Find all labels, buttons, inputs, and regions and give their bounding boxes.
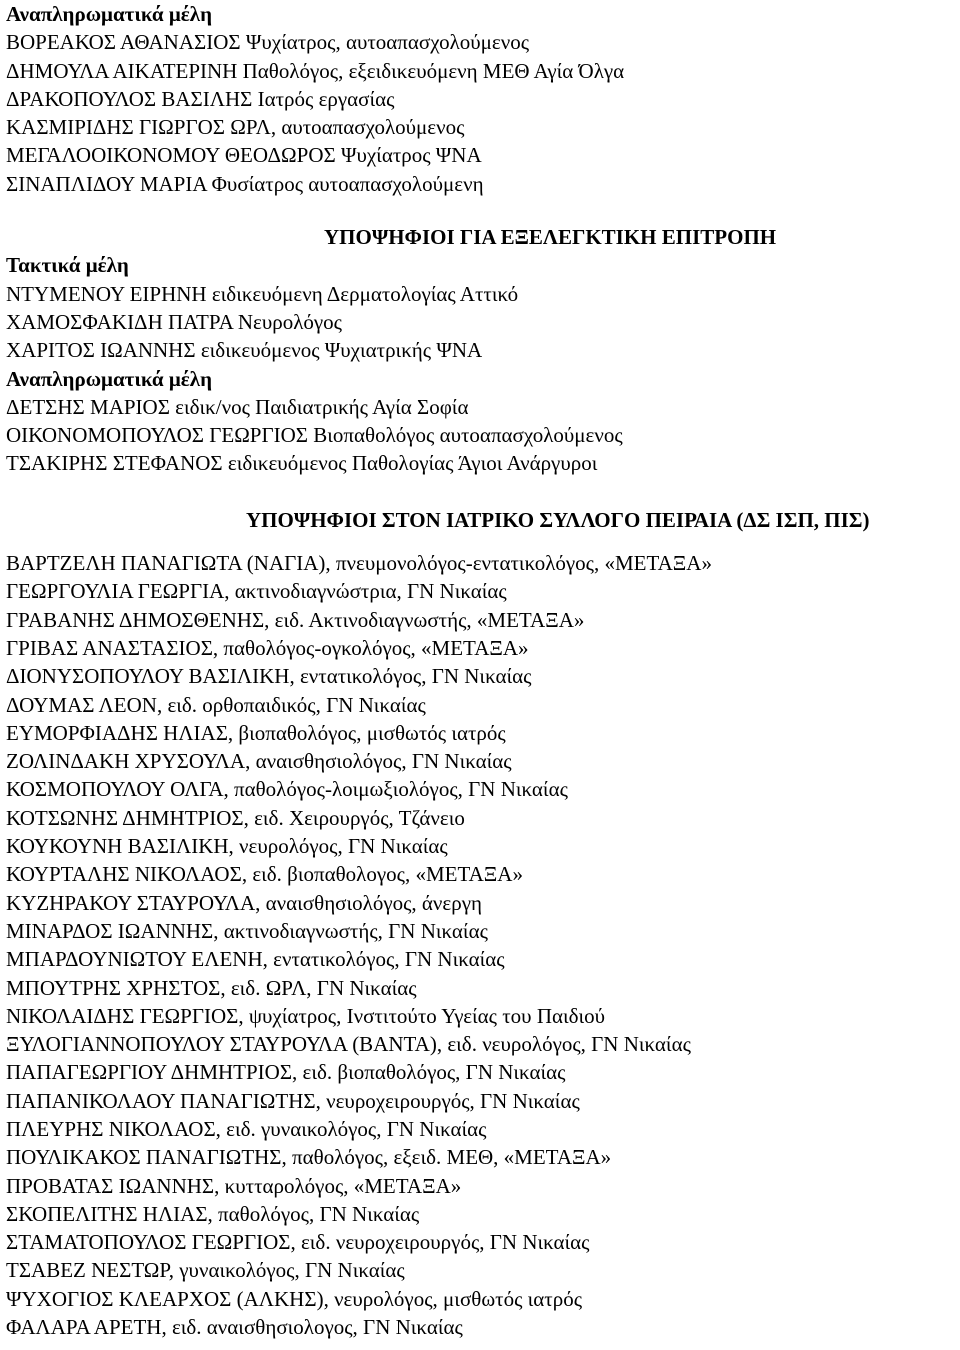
candidate-entry: ΒΟΡΕΑΚΟΣ ΑΘΑΝΑΣΙΟΣ Ψυχίατρος, αυτοαπασχολούμενος [6,30,530,55]
candidate-entry: ΓΡΙΒΑΣ ΑΝΑΣΤΑΣΙΟΣ, παθολόγος-ογκολόγος, «ΜΕΤΑΞΑ» [6,635,529,660]
candidate-entry: ΚΥΖΗΡΑΚΟΥ ΣΤΑΥΡΟΥΛΑ, αναισθησιολόγος, άνεργη [6,890,482,915]
candidate-entry: ΔΡΑΚΟΠΟΥΛΟΣ ΒΑΣΙΛΗΣ Ιατρός εργασίας [6,86,395,111]
candidate-entry: ΧΑΡΙΤΟΣ ΙΩΑΝΝΗΣ ειδικευόμενος Ψυχιατρικής ΨΝΑ [6,338,483,363]
candidate-entry: ΠΟΥΛΙΚΑΚΟΣ ΠΑΝΑΓΙΩΤΗΣ, παθολόγος, εξειδ. ΜΕΘ, «ΜΕΤΑΞΑ» [6,1145,612,1170]
alternate-members-heading: Αναπληρωματικά μέλη [6,366,213,391]
medical-association-title: ΥΠΟΨΗΦΙΟΙ ΣΤΟΝ ΙΑΤΡΙΚΟ ΣΥΛΛΟΓΟ ΠΕΙΡΑΙΑ (ΔΣ ΙΣΠ, ΠΙΣ) [246,507,870,532]
audit-committee-section [6,223,956,478]
candidate-entry: ΠΑΠΑΓΕΩΡΓΙΟΥ ΔΗΜΗΤΡΙΟΣ, ειδ. βιοπαθολόγος, ΓΝ Νικαίας [6,1060,566,1085]
candidate-entry: ΠΛΕΥΡΗΣ ΝΙΚΟΛΑΟΣ, ειδ. γυναικολόγος, ΓΝ Νικαίας [6,1116,487,1141]
candidate-entry: ΝΙΚΟΛΑΙΔΗΣ ΓΕΩΡΓΙΟΣ, ψυχίατρος, Ινστιτούτο Υγείας του Παιδιού [6,1003,606,1028]
medical-association-section [6,506,956,1342]
candidate-entry: ΨΥΧΟΓΙΟΣ ΚΛΕΑΡΧΟΣ (ΑΛΚΗΣ), νευρολόγος, μισθωτός ιατρός [6,1286,583,1311]
candidate-entry: ΣΚΟΠΕΛΙΤΗΣ ΗΛΙΑΣ, παθολόγος, ΓΝ Νικαίας [6,1201,420,1226]
candidate-entry: ΟΙΚΟΝΟΜΟΠΟΥΛΟΣ ΓΕΩΡΓΙΟΣ Βιοπαθολόγος αυτοαπασχολούμενος [6,423,623,448]
candidate-entry: ΒΑΡΤΖΕΛΗ ΠΑΝΑΓΙΩΤΑ (ΝΑΓΙΑ), πνευμονολόγος-εντατικολόγος, «ΜΕΤΑΞΑ» [6,551,712,576]
candidate-entry: ΔΗΜΟΥΛΑ ΑΙΚΑΤΕΡΙΝΗ Παθολόγος, εξειδικευόμενη ΜΕΘ Αγία Όλγα [6,58,625,83]
audit-committee-title: ΥΠΟΨΗΦΙΟΙ ΓΙΑ ΕΞΕΛΕΓΚΤΙΚΗ ΕΠΙΤΡΟΠΗ [324,225,777,250]
candidate-entry: ΚΟΤΣΩΝΗΣ ΔΗΜΗΤΡΙΟΣ, ειδ. Χειρουργός, Τζάνειο [6,805,465,830]
candidate-entry: ΓΡΑΒΑΝΗΣ ΔΗΜΟΣΘΕΝΗΣ, ειδ. Ακτινοδιαγνωστής, «ΜΕΤΑΞΑ» [6,607,585,632]
regular-members-heading: Τακτικά μέλη [6,253,129,278]
candidate-entry: ΧΑΜΟΣΦΑΚΙΔΗ ΠΑΤΡΑ Νευρολόγος [6,309,342,334]
candidate-entry: ΔΟΥΜΑΣ ΛΕΟΝ, ειδ. ορθοπαιδικός, ΓΝ Νικαίας [6,692,426,717]
alternate-members-block [6,0,956,198]
candidate-entry: ΖΟΛΙΝΔΑΚΗ ΧΡΥΣΟΥΛΑ, αναισθησιολόγος, ΓΝ Νικαίας [6,749,512,774]
candidate-entry: ΓΕΩΡΓΟΥΛΙΑ ΓΕΩΡΓΙΑ, ακτινοδιαγνώστρια, ΓΝ Νικαίας [6,579,507,604]
candidate-entry: ΤΣΑΒΕΖ ΝΕΣΤΩΡ, γυναικολόγος, ΓΝ Νικαίας [6,1258,405,1283]
candidate-entry: ΣΤΑΜΑΤΟΠΟΥΛΟΣ ΓΕΩΡΓΙΟΣ, ειδ. νευροχειρουργός, ΓΝ Νικαίας [6,1230,590,1255]
candidate-entry: ΠΑΠΑΝΙΚΟΛΑΟΥ ΠΑΝΑΓΙΩΤΗΣ, νευροχειρουργός, ΓΝ Νικαίας [6,1088,580,1113]
candidate-entry: ΝΤΥΜΕΝΟΥ ΕΙΡΗΝΗ ειδικευόμενη Δερματολογίας Αττικό [6,281,519,306]
candidate-entry: ΠΡΟΒΑΤΑΣ ΙΩΑΝΝΗΣ, κυτταρολόγος, «ΜΕΤΑΞΑ» [6,1173,462,1198]
candidate-entry: ΜΠΑΡΔΟΥΝΙΩΤΟΥ ΕΛΕΝΗ, εντατικολόγος, ΓΝ Νικαίας [6,947,505,972]
candidate-entry: ΜΙΝΑΡΔΟΣ ΙΩΑΝΝΗΣ, ακτινοδιαγνωστής, ΓΝ Νικαίας [6,918,488,943]
candidate-entry: ΔΙΟΝΥΣΟΠΟΥΛΟΥ ΒΑΣΙΛΙΚΗ, εντατικολόγος, ΓΝ Νικαίας [6,664,532,689]
candidate-entry: ΚΑΣΜΙΡΙΔΗΣ ΓΙΩΡΓΟΣ ΩΡΛ, αυτοαπασχολούμενος [6,115,465,140]
candidate-entry: ΔΕΤΣΗΣ ΜΑΡΙΟΣ ειδικ/νος Παιδιατρικής Αγία Σοφία [6,394,469,419]
candidate-entry: ΚΟΥΚΟΥΝΗ ΒΑΣΙΛΙΚΗ, νευρολόγος, ΓΝ Νικαίας [6,834,448,859]
candidate-entry: ΜΠΟΥΤΡΗΣ ΧΡΗΣΤΟΣ, ειδ. ΩΡΛ, ΓΝ Νικαίας [6,975,417,1000]
candidate-entry: ΤΣΑΚΙΡΗΣ ΣΤΕΦΑΝΟΣ ειδικευόμενος Παθολογίας Άγιοι Ανάργυροι [6,451,598,476]
alternate-members-heading: Αναπληρωματικά μέλη [6,2,213,26]
document-page [6,0,956,1341]
candidate-entry: ΞΥΛΟΓΙΑΝΝΟΠΟΥΛΟΥ ΣΤΑΥΡΟΥΛΑ (ΒΑΝΤΑ), ειδ. νευρολόγος, ΓΝ Νικαίας [6,1032,691,1057]
candidate-entry: ΜΕΓΑΛΟΟΙΚΟΝΟΜΟΥ ΘΕΟΔΩΡΟΣ Ψυχίατρος ΨΝΑ [6,143,482,168]
candidate-entry: ΦΑΛΑΡΑ ΑΡΕΤΗ, ειδ. αναισθησιολογος, ΓΝ Νικαίας [6,1315,463,1340]
candidate-entry: ΚΟΥΡΤΑΛΗΣ ΝΙΚΟΛΑΟΣ, ειδ. βιοπαθολογος, «ΜΕΤΑΞΑ» [6,862,523,887]
candidate-entry: ΚΟΣΜΟΠΟΥΛΟΥ ΟΛΓΑ, παθολόγος-λοιμωξιολόγος, ΓΝ Νικαίας [6,777,568,802]
candidate-entry: ΕΥΜΟΡΦΙΑΔΗΣ ΗΛΙΑΣ, βιοπαθολόγος, μισθωτός ιατρός [6,720,506,745]
candidate-entry: ΣΙΝΑΠΛΙΔΟΥ ΜΑΡΙΑ Φυσίατρος αυτοαπασχολούμενη [6,171,484,196]
